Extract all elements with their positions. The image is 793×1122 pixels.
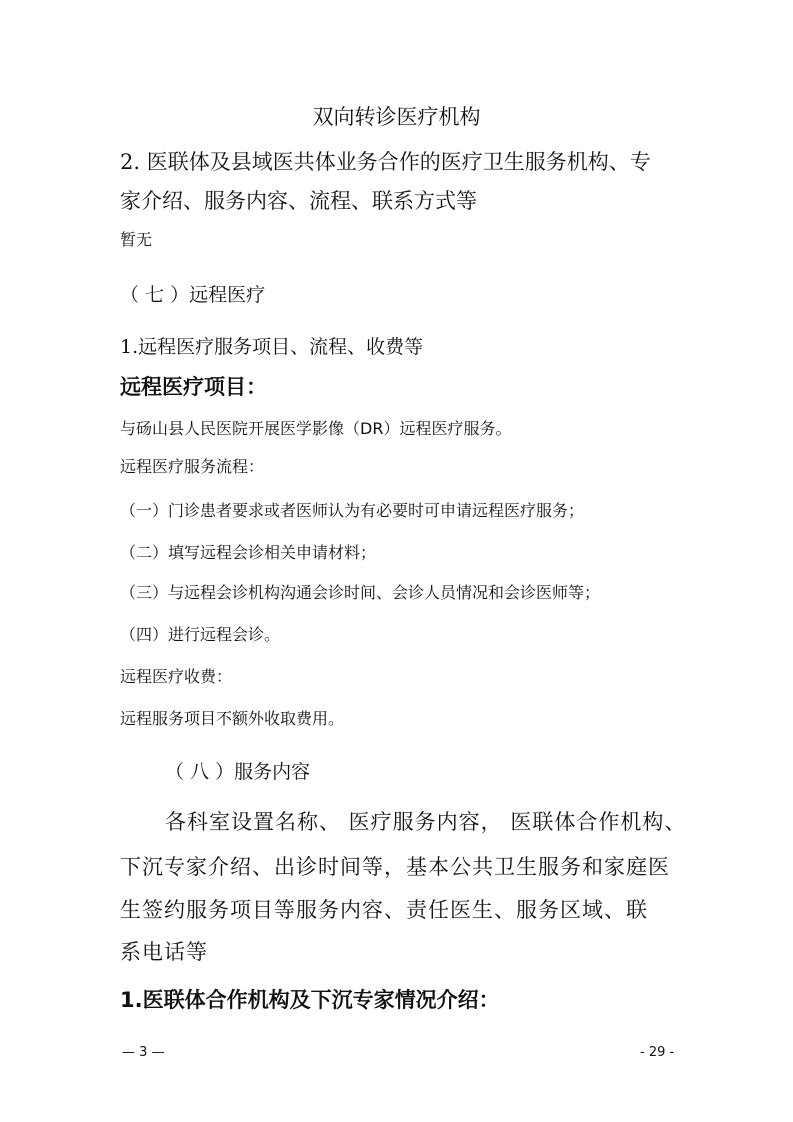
flow-step-2: （二）填写远程会诊相关申请材料； bbox=[120, 543, 377, 562]
remote-flow-heading: 远程医疗服务流程： bbox=[120, 457, 265, 476]
flow-step-3: （三）与远程会诊机构沟通会诊时间、会诊人员情况和会诊医师等； bbox=[120, 583, 601, 602]
footer-left-page-number: — 3 — bbox=[122, 1045, 165, 1060]
paragraph-line-4: 系电话等 bbox=[120, 940, 208, 964]
section8-heading: （ 八 ）服务内容 bbox=[165, 761, 311, 783]
remote-projects-heading: 远程医疗项目： bbox=[120, 375, 267, 399]
remote-projects-text: 与砀山县人民医院开展医学影像（DR）远程医疗服务。 bbox=[120, 419, 512, 438]
none-text: 暂无 bbox=[120, 230, 153, 249]
remote-fee-text: 远程服务项目不额外收取费用。 bbox=[120, 709, 345, 728]
flow-step-1: （一）门诊患者要求或者医师认为有必要时可申请远程医疗服务； bbox=[120, 501, 585, 520]
footer-right-page-number: - 29 - bbox=[640, 1045, 675, 1060]
paragraph-line-1: 各科室设置名称、 医疗服务内容， 医联体合作机构、 bbox=[165, 810, 687, 834]
item1-alliance-heading: 1.医联体合作机构及下沉专家情况介绍： bbox=[120, 988, 500, 1012]
paragraph-line-2: 下沉专家介绍、出诊时间等，基本公共卫生服务和家庭医 bbox=[120, 855, 670, 879]
item2-line1: 2. 医联体及县域医共体业务合作的医疗卫生服务机构、专 bbox=[120, 150, 651, 174]
item2-line2: 家介绍、服务内容、流程、联系方式等 bbox=[120, 189, 477, 213]
remote-fee-heading: 远程医疗收费： bbox=[120, 667, 233, 686]
item1-remote: 1.远程医疗服务项目、流程、收费等 bbox=[120, 336, 424, 358]
paragraph-line-3: 生签约服务项目等服务内容、责任医生、服务区域、联 bbox=[120, 898, 648, 922]
section7-heading: （ 七 ）远程医疗 bbox=[120, 284, 266, 306]
flow-step-4: （四）进行远程会诊。 bbox=[120, 625, 281, 644]
heading-transfer: 双向转诊医疗机构 bbox=[312, 105, 481, 129]
